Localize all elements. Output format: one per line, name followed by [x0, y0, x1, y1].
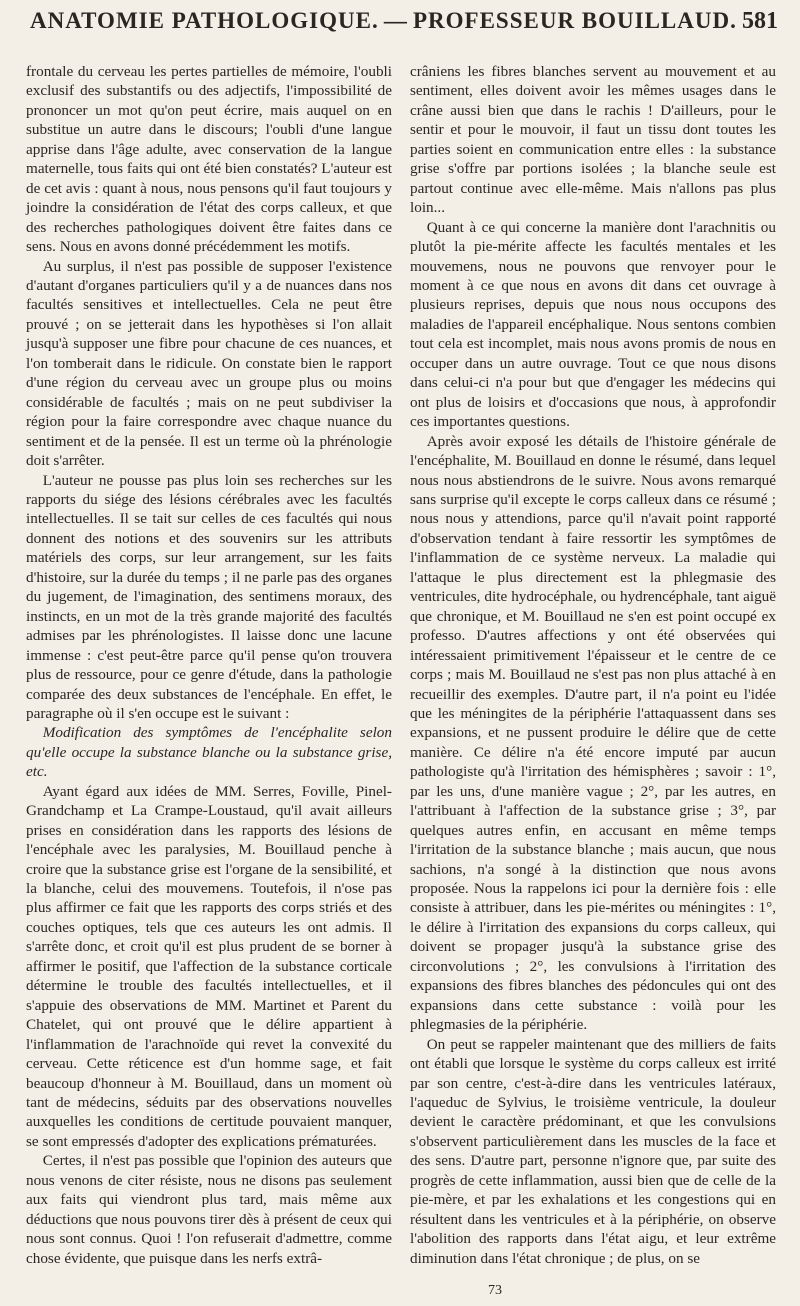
paragraph: Quant à ce qui concerne la manière dont l'arachnitis ou plutôt la pie-mérite affecte les facultés mentales et les mouvemens, nous ne pouvons que renvoyer pour le moment à ce que nous en avons dit dans cet ouvrage à plusieurs reprises, depuis que nous nous occupons des maladies de l'appareil encéphalique. Nous sentons combien tout cela est incomplet, mais nous avons promis de nous en occuper dans un autre ouvrage. Tout ce que nous disons dans celui-ci n'a pour but que d'engager les médecins qui ont plus de loisirs et d'occasions que nous, à approfondir ces importantes questions. — [410, 218, 776, 431]
paragraph: L'auteur ne pousse pas plus loin ses recherches sur les rapports du siége des lésions cérébrales avec les facultés intellectuelles. Il se tait sur celles de ces facultés qui nous donnent des notions et des souvenirs sur les attributs matériels des corps, sur leur arrangement, sur les faits d'histoire, sur la durée du temps ; il ne parle pas des organes du jugement, de l'imagination, des sentimens moraux, des instincts, en un mot de la très grande majorité des facultés admises par les phrénologistes. Il laisse donc une lacune immense : c'est peut-être parce qu'il pense qu'on trouvera plus de ressource, pour ce genre d'étude, dans la pathologie comparée des deux substances de l'encéphale. En effet, le paragraphe où il s'en occupe est le suivant : — [26, 471, 392, 722]
paragraph: frontale du cerveau les pertes partielles de mémoire, l'oubli exclusif des substantifs ou des adjectifs, l'impossibilité de prononcer un mot qu'on peut écrire, mais auquel on en substitue un autre dans le discours; l'oubli d'une langue apprise dans l'âge adulte, avec conservation de la langue maternelle, tous faits qui ont été bien constatés? L'auteur est de cet avis : quant à nous, nous pensons qu'il faut toujours y joindre la considération de l'état des corps calleux, et que des recherches pathologiques doivent être faites dans ce sens. Nous en avons donné précédemment les motifs. — [26, 63, 392, 256]
signature-mark: 73 — [488, 1283, 502, 1298]
paragraph: crâniens les fibres blanches servent au mouvement et au sentiment, elles doivent avoir les mêmes usages dans le crâne aussi bien que dans le rachis ! D'ailleurs, pour le sentir et pour le mouvoir, il faut un tissu dont toutes les parties soient en communication entre elles : la substance grise s'offre par portions isolées ; la blanche seule est partout continue avec elle-même. Mais n'allons pas plus loin... — [410, 63, 776, 217]
paragraph: Au surplus, il n'est pas possible de supposer l'existence d'autant d'organes particuliers qu'il y a de nuances dans nos facultés sensitives et intellectuelles. Cela ne peut être prouvé ; on se jetterait dans les hypothèses si l'on allait jusqu'à supposer une fibre pour chacune de ces nuances, et l'on tomberait dans le ridicule. On constate bien le rapport d'une région du cerveau avec un groupe plus ou moins considérable de facultés ; mais on ne peut subdiviser la région pour la faire correspondre avec chaque nuance du sentiment et de la pensée. Il est un terme où la phrénologie doit s'arrêter. — [26, 257, 392, 470]
header-right-title: PROFESSEUR BOUILLAUD. — [412, 8, 737, 33]
right-column — [410, 62, 776, 1268]
paragraph: Ayant égard aux idées de MM. Serres, Foville, Pinel-Grandchamp et La Crampe-Loustaud, qu'il avait ailleurs prises en considération dans les rapports des lésions de l'encéphale avec les paralysies, M. Bouillaud penche à croire que la substance grise est l'organe de la sensibilité, et la blanche, celui des mouvemens. Toutefois, il n'ose pas plus affirmer ce fait que les rapports des corps striés et des couches optiques, tels que ces auteurs les ont admis. Il s'arrête donc, et croit qu'il est plus prudent de se borner à affirmer le positif, que l'affection de la substance corticale détermine le trouble des facultés intellectuelles, et il s'appuie des observations de MM. Martinet et Parent du Chatelet, qui ont prouvé que le délire appartient à l'inflammation de l'arachnoïde qui revet la convexité du cerveau. Cette réticence est d'un homme sage, et fait beaucoup d'honneur à M. Bouillaud, dans un moment où tant de médecins, séduits par des observations nouvelles auxquelles les conditions de certitude pouvaient manquer, se sont empressés d'adopter des explications prématurées. — [26, 782, 392, 1150]
paragraph: On peut se rappeler maintenant que des milliers de faits ont établi que lorsque le système du corps calleux est irrité par son centre, c'est-à-dire dans les ventricules latéraux, l'aqueduc de Sylvius, le troisième ventricule, la douleur devient le caractère prédominant, et que les convulsions s'observent particulièrement dans les muscles de la face et des sens. D'autre part, personne n'ignore que, par suite des progrès de cette inflammation, aussi bien que de celle de la pie-mère, et par les exhalations et les congestions qui en résultent dans les ventricules et à la périphérie, on observe l'abolition des rapports dans l'état aigu, et leur extrême diminution dans l'état chronique ; de plus, on se — [410, 1035, 776, 1267]
section-heading: Modification des symptômes de l'encéphalite selon qu'elle occupe la substance blanche ou la substance grise, etc. — [26, 724, 392, 781]
page-number: 581 — [741, 8, 778, 34]
header-separator: — — [383, 8, 408, 33]
left-column — [26, 62, 392, 1268]
paragraph: Après avoir exposé les détails de l'histoire générale de l'encéphalite, M. Bouillaud en donne le résumé, dans lequel nous nous abstiendrons de le suivre. Nous avons remarqué sans surprise qu'il excepte le corps calleux dans ce résumé ; nous nous y attendions, parce qu'il n'avait point rapporté d'observation tendant à faire ressortir les symptômes de l'inflammation de ce système nerveux. La maladie qui l'attaque le plus directement est la phlegmasie des ventricules, dite hydrocéphale, ou hydrencéphale, tant aiguë que chronique, et M. Bouillaud ne s'en est point occupé ex professo. D'autres affections y ont été observées qui intéressaient primitivement l'épaisseur et le centre de ce corps ; mais M. Bouillaud ne s'est pas non plus attaché à en recueillir des exemples. D'autre part, il n'a point eu l'idée que les méningites de la périphérie l'attaquassent dans ses expansions, et ne pussent produire le délire que de cette manière. Ce délire n'a été encore imputé par aucun pathologiste qu'à l'irritation des hémisphères ; savoir : 1°, par les uns, d'une manière vague ; 2°, par les autres, en l'attribuant à l'affection de la substance grise ; 3°, par quelques autres enfin, en accusant en même temps l'irritation de la substance blanche ; mais aucun, que nous sachions, n'a songé à la distinction que nous avons proposée. Nous la rappelons ici pour la dernière fois : elle consiste à attribuer, dans les pie-mérites ou méningites : 1°, le délire à l'irritation des expansions du corps calleux, qui doivent se propager jusqu'à la substance grise des circonvolutions ; 2°, les convulsions à l'irritation des expansions des fibres blanches des pédoncules qui ont des expansions dans cette substance : voilà pour les phlegmasies de la périphérie. — [410, 432, 776, 1034]
running-header — [30, 8, 778, 48]
header-left-title: ANATOMIE PATHOLOGIQUE. — [30, 8, 379, 33]
paragraph: Certes, il n'est pas possible que l'opinion des auteurs que nous venons de citer résiste, nous ne disons pas seulement aux faits qui viendront plus tard, mais même aux déductions que nous pouvons tirer dès à présent de ceux qui nous sont connus. Quoi ! l'on refuserait d'admettre, comme chose évidente, que puisque dans les nerfs extrâ- — [26, 1152, 392, 1267]
